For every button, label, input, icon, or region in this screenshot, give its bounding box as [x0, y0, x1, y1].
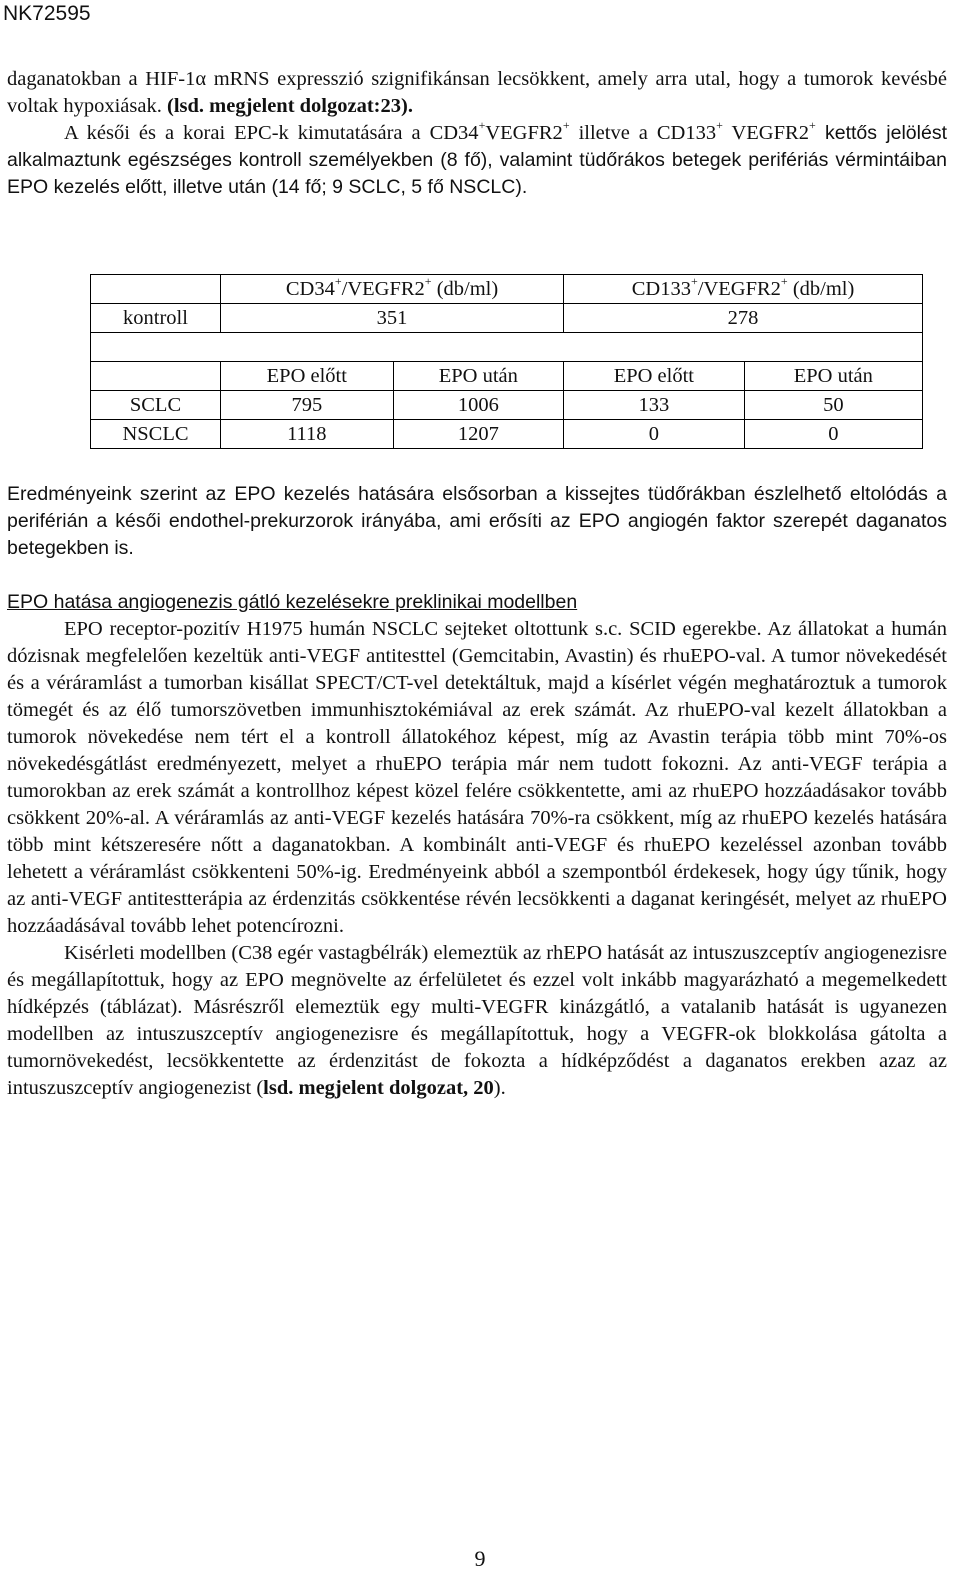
h2-sup-b: + — [780, 273, 788, 288]
paragraph-1-text: daganatokban a HIF-1α mRNS expresszió szignifikánsan lecsökkent, amely arra utal, hogy a tumorok kevésbé voltak hypoxiásak. — [7, 68, 947, 117]
paragraph-5 — [7, 940, 947, 1102]
p2-sup-1: + — [478, 118, 486, 133]
p2-text-c: illetve a CD133 — [569, 122, 717, 144]
paragraph-4: EPO receptor-pozitív H1975 humán NSCLC sejteket oltottunk s.c. SCID egerekbe. Az állatokat a humán dózisnak megfelelően kezeltük anti-VEGF antitesttel (Gemcitabin, Avastin) és rhuEPO-val. A tumor növekedését és a véráramlást a tumorban kisállat SPECT/CT-vel detektáltuk, majd a kísérlet végén meghatároztuk a tumorok tömegét és az élő tumorszövetben immunhisztokémiával az erek számát. Az rhuEPO-val kezelt állatokban a tumorok növekedése nem tért el a kontroll állatokéhoz képest, míg az Avastin terápia több mint 70%-os növekedésgátlást eredményezett, melyet a rhuEPO terápia már nem tudott fokozni. Az anti-VEGF terápia a tumorokban az erek számát a kontrollhoz képest közel felére csökkentette, ami az rhuEPO hozzáadásakor tovább csökkent 20%-al. A véráramlás az anti-VEGF kezelés hatására 70%-ra csökkent, míg az rhuEPO kezelés hatására több mint kétszeresére nőtt a daganatokban. A kombinált anti-VEGF és rhuEPO kezeléssel azonban tovább lehetett a véráramlást csökkenteni 50%-ig. Eredményeink abból a szempontból érdekesek, hogy úgy tűnik, hogy az anti-VEGF antitestterápia az érdenzitás csökkentése révén lecsökkenti a daganat keringését, melyet az rhuEPO hozzáadásával tovább lehet potencírozni. — [7, 618, 947, 937]
page-body — [7, 66, 947, 201]
row-label: SCLC — [91, 391, 221, 420]
table-cell: 351 — [221, 304, 564, 333]
table-cell: 278 — [564, 304, 923, 333]
h1-c: (db/ml) — [431, 277, 499, 300]
p2-text-a: A késői és a korai EPC-k kimutatására a CD34 — [64, 122, 479, 144]
section-heading: EPO hatása angiogenezis gátló kezelésekre preklinikai modellben — [7, 591, 578, 613]
p5-end: ). — [493, 1077, 506, 1099]
h1-sup-b: + — [424, 273, 432, 288]
table-subheader: EPO előtt — [564, 362, 745, 391]
row-label: kontroll — [91, 304, 221, 333]
paragraph-1-citation: (lsd. megjelent dolgozat:23). — [167, 95, 413, 117]
paragraph-3: Eredményeink szerint az EPO kezelés hatására elsősorban a kissejtes tüdőrákban észlelhető eltolódás a periférián a késői endothel-prekurzorok irányába, ami erősíti az EPO angiogén faktor szerepét daganatos betegekben is. — [7, 483, 947, 559]
h2-b: /VEGFR2 — [697, 277, 781, 300]
p2-sup-4: + — [808, 118, 816, 133]
table-row-sclc — [91, 391, 923, 420]
p5-citation: lsd. megjelent dolgozat, 20 — [263, 1077, 494, 1099]
h1-sup-a: + — [334, 273, 342, 288]
page-body-lower — [7, 481, 947, 1102]
h1-b: /VEGFR2 — [341, 277, 425, 300]
p5-text: Kisérleti modellben (C38 egér vastagbélrák) elemeztük az rhEPO hatását az intuszuszceptív angiogenezisre és megállapítottuk, hogy az EPO megnövelte az érfelületet és ezzel volt inkább magyarázható a megemelkedett hídképzés (táblázat). Másrészről elemeztük egy multi-VEGFR kinázgátló, a vatalanib hatását is ugyanezen modellben az intuszuszceptív angiogenezisre és megállapítottuk, hogy a VEGFR-ok blokkolása gátolta a tumornövekedést, lecsökkentette az érdenzitást de fokozta a hídképződést a daganatos erekben azaz az intuszuszceptív angiogenezist ( — [7, 942, 947, 1099]
p2-text-d: VEGFR2 — [722, 122, 809, 144]
table-cell: 795 — [221, 391, 394, 420]
table-subheader: EPO előtt — [221, 362, 394, 391]
table-cell: 1118 — [221, 420, 394, 449]
h2-a: CD133 — [631, 277, 691, 300]
table-subheader: EPO után — [744, 362, 922, 391]
table-cell: 0 — [744, 420, 922, 449]
table-header-cd133 — [564, 275, 923, 304]
p2-sup-2: + — [562, 118, 570, 133]
p2-sup-3: + — [716, 118, 723, 133]
results-table — [90, 274, 923, 449]
document-id: NK72595 — [3, 2, 91, 25]
table-row-kontroll — [91, 304, 923, 333]
h2-sup-a: + — [690, 273, 698, 288]
h1-a: CD34 — [285, 277, 335, 300]
table-cell: 133 — [564, 391, 745, 420]
p2-text-e: kettős jelölést alkalmaztunk egészséges kontroll személyekben (8 fő), valamint tüdőrákos betegek perifériás vérmintáiban EPO kezelés előtt, illetve után (14 fő; 9 SCLC, 5 fő NSCLC). — [7, 122, 948, 198]
table-spacer-cell — [91, 333, 923, 362]
table-header-row — [91, 275, 923, 304]
paragraph-1 — [7, 66, 947, 120]
table-corner-cell — [91, 275, 221, 304]
table-cell: 1006 — [393, 391, 563, 420]
page-number: 9 — [474, 1546, 486, 1571]
table-subheader-row — [91, 362, 923, 391]
p2-text-b: VEGFR2 — [485, 122, 563, 144]
paragraph-2 — [7, 120, 947, 201]
row-label: NSCLC — [91, 420, 221, 449]
table-subheader: EPO után — [393, 362, 563, 391]
table-cell: 0 — [564, 420, 745, 449]
table-corner-cell-2 — [91, 362, 221, 391]
table-cell: 1207 — [393, 420, 563, 449]
table-header-cd34 — [221, 275, 564, 304]
h2-c: (db/ml) — [787, 277, 855, 300]
table-row-nsclc — [91, 420, 923, 449]
table-cell: 50 — [744, 391, 922, 420]
table-spacer-row — [91, 333, 923, 362]
